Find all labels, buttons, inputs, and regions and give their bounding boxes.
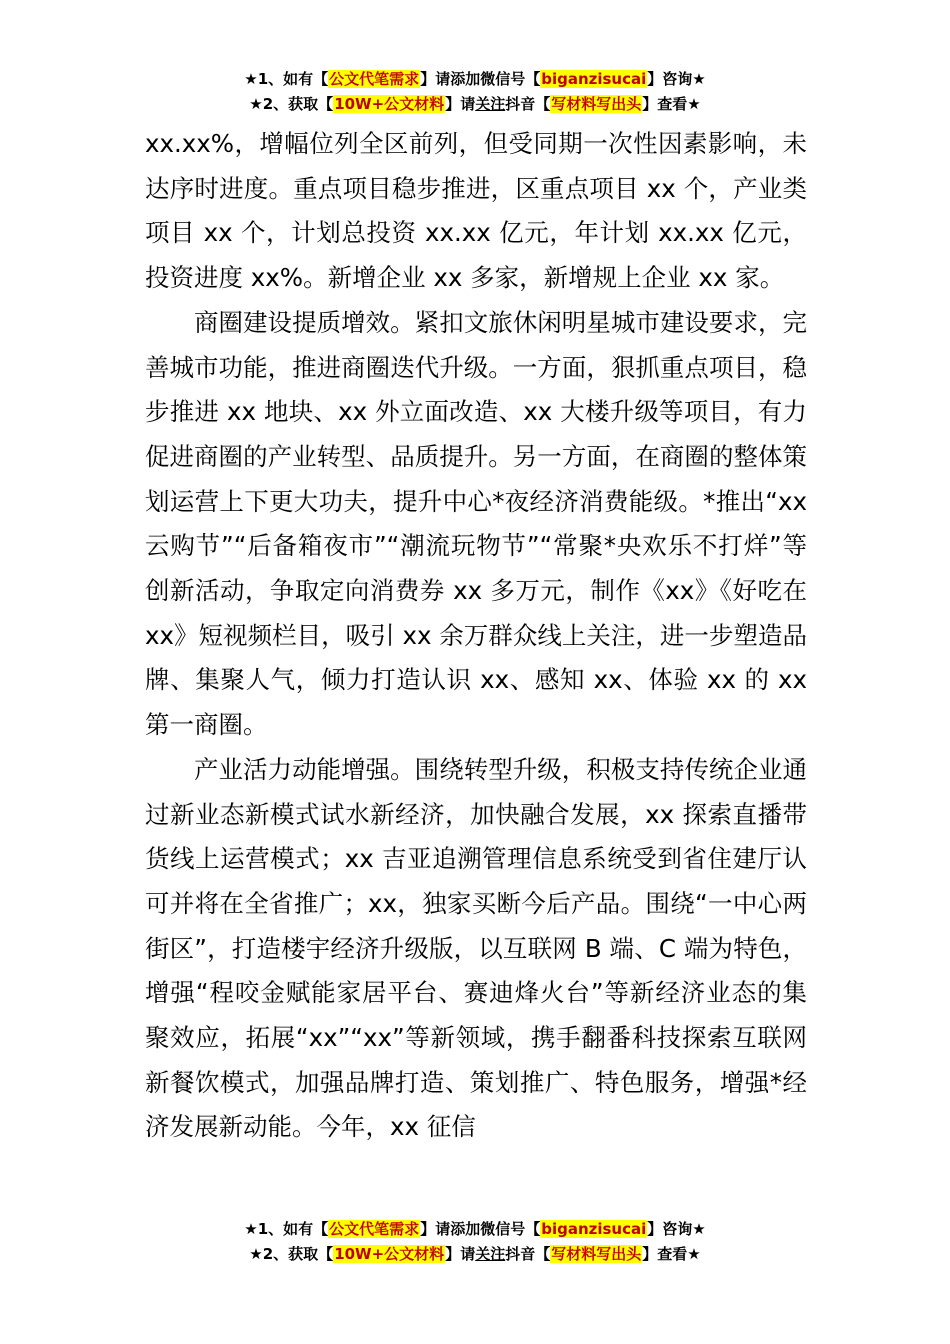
footer-banner — [0, 1217, 950, 1267]
header-line2-underlined: 关注 — [475, 95, 506, 113]
header-line-2 — [0, 92, 950, 117]
footer-line1-highlight-service: 公文代笔需求 — [329, 1220, 420, 1238]
footer-line2-mid1: 】请 — [445, 1245, 476, 1263]
header-line2-highlight-douyin: 写材料写出头 — [551, 95, 642, 113]
footer-line2-highlight-douyin: 写材料写出头 — [551, 1245, 642, 1263]
footer-line1-mid: 】请添加微信号【 — [420, 1220, 541, 1238]
footer-line2-highlight-materials: 10W+公文材料 — [334, 1245, 445, 1263]
footer-line1-suffix: 】咨询★ — [647, 1220, 706, 1238]
header-line1-mid: 】请添加微信号【 — [420, 70, 541, 88]
header-line2-prefix: ★2、获取【 — [249, 95, 334, 113]
header-line2-suffix: 】查看★ — [642, 95, 701, 113]
footer-line1-prefix: ★1、如有【 — [244, 1220, 329, 1238]
document-body — [145, 122, 807, 1150]
footer-line2-prefix: ★2、获取【 — [249, 1245, 334, 1263]
paragraph-business-district: 商圈建设提质增效。紧扣文旅休闲明星城市建设要求，完善城市功能，推进商圈迭代升级。一方面，狠抓重点项目，稳步推进 xx 地块、xx 外立面改造、xx 大楼升级等项目，有力促进商圈的产业转型、品质提升。另一方面，在商圈的整体策划运营上下更大功夫，提升中心*夜经济消费能级。*推出“xx 云购节”“后备箱夜市”“潮流玩物节”“常聚*央欢乐不打烊”等创新活动，争取定向消费券 xx 多万元，制作《xx》《好吃在 xx》短视频栏目，吸引 xx 余万群众线上关注，进一步塑造品牌、集聚人气，倾力打造认识 xx、感知 xx、体验 xx 的 xx 第一商圈。 — [145, 307, 807, 740]
footer-line2-underlined: 关注 — [475, 1245, 506, 1263]
header-line2-mid2: 抖音【 — [505, 95, 551, 113]
header-line2-mid1: 】请 — [445, 95, 476, 113]
footer-line2-mid2: 抖音【 — [505, 1245, 551, 1263]
paragraph-continued: xx.xx%，增幅位列全区前列，但受同期一次性因素影响，未达序时进度。重点项目稳步推进，区重点项目 xx 个，产业类项目 xx 个，计划总投资 xx.xx 亿元，年计划 xx.xx 亿元，投资进度 xx%。新增企业 xx 多家，新增规上企业 xx 家。 — [145, 129, 807, 293]
header-banner — [0, 67, 950, 117]
header-line2-highlight-materials: 10W+公文材料 — [334, 95, 445, 113]
paragraph-industry-vitality: 产业活力动能增强。围绕转型升级，积极支持传统企业通过新业态新模式试水新经济，加快融合发展，xx 探索直播带货线上运营模式；xx 吉亚追溯管理信息系统受到省住建厅认可并将在全省推广；xx，独家买断今后产品。围绕“一中心两街区”，打造楼宇经济升级版，以互联网 B 端、C 端为特色，增强“程咬金赋能家居平台、赛迪烽火台”等新经济业态的集聚效应，拓展“xx”“xx”等新领域，携手翻番科技探索互联网新餐饮模式，加强品牌打造、策划推广、特色服务，增强*经济发展新动能。今年，xx 征信 — [145, 754, 807, 1142]
header-line-1 — [0, 67, 950, 92]
header-line1-highlight-service: 公文代笔需求 — [329, 70, 420, 88]
footer-line1-highlight-wechat: biganzisucai — [541, 1220, 647, 1238]
footer-line-2 — [0, 1242, 950, 1267]
header-line1-highlight-wechat: biganzisucai — [541, 70, 647, 88]
footer-line-1 — [0, 1217, 950, 1242]
footer-line2-suffix: 】查看★ — [642, 1245, 701, 1263]
header-line1-prefix: ★1、如有【 — [244, 70, 329, 88]
header-line1-suffix: 】咨询★ — [647, 70, 706, 88]
